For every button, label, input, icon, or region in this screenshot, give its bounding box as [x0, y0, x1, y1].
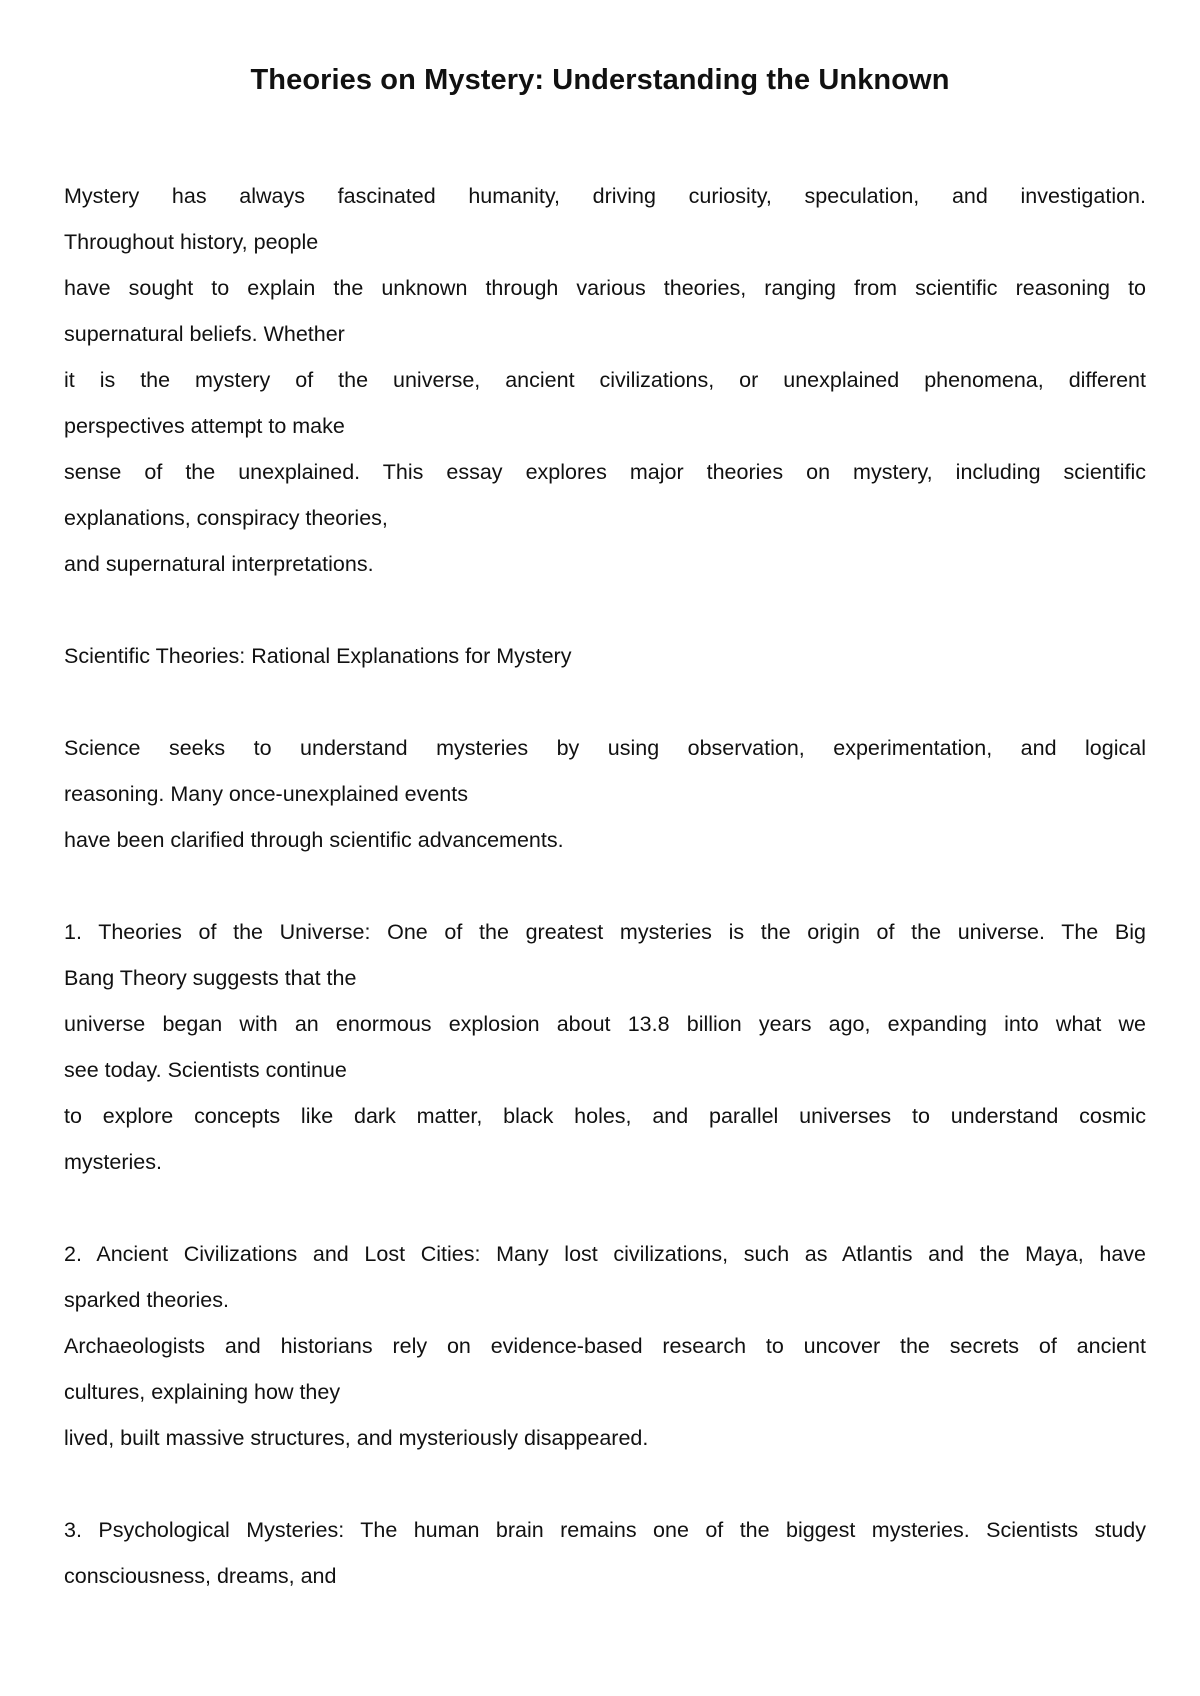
text-line: see today. Scientists continue — [64, 1058, 347, 1082]
text-line: 3. Psychological Mysteries: The human brain remains one of the biggest mysteries. Scientists study — [64, 1518, 1146, 1542]
text-line: it is the mystery of the universe, ancient civilizations, or unexplained phenomena, different — [64, 368, 1146, 392]
section-heading — [64, 633, 1146, 679]
text-line: consciousness, dreams, and — [64, 1564, 337, 1588]
text-line: lived, built massive structures, and mysteriously disappeared. — [64, 1426, 649, 1450]
text-line: Bang Theory suggests that the — [64, 966, 357, 990]
section-heading-text: Scientific Theories: Rational Explanations for Mystery — [64, 644, 572, 668]
paragraph-intro — [64, 173, 1146, 587]
text-line: have been clarified through scientific advancements. — [64, 828, 564, 852]
text-line: and supernatural interpretations. — [64, 552, 374, 576]
text-line: sense of the unexplained. This essay explores major theories on mystery, including scientific — [64, 460, 1146, 484]
text-line: 2. Ancient Civilizations and Lost Cities: Many lost civilizations, such as Atlantis and the Maya, have — [64, 1242, 1146, 1266]
text-line: reasoning. Many once-unexplained events — [64, 782, 468, 806]
text-line: cultures, explaining how they — [64, 1380, 341, 1404]
text-line: have sought to explain the unknown through various theories, ranging from scientific reasoning to — [64, 276, 1146, 300]
text-line: 1. Theories of the Universe: One of the greatest mysteries is the origin of the universe. The Big — [64, 920, 1146, 944]
list-item-universe — [64, 909, 1146, 1185]
text-line: Throughout history, people — [64, 230, 319, 254]
text-line: supernatural beliefs. Whether — [64, 322, 345, 346]
text-line: to explore concepts like dark matter, black holes, and parallel universes to understand cosmic — [64, 1104, 1146, 1128]
text-line: perspectives attempt to make — [64, 414, 345, 438]
list-item-civilizations — [64, 1231, 1146, 1461]
text-line: Archaeologists and historians rely on evidence-based research to uncover the secrets of ancient — [64, 1334, 1146, 1358]
text-line: Mystery has always fascinated humanity, driving curiosity, speculation, and investigation. — [64, 184, 1146, 208]
paragraph-science — [64, 725, 1146, 863]
document-title: Theories on Mystery: Understanding the Unknown — [250, 64, 950, 96]
list-item-psychological — [64, 1507, 1146, 1599]
text-line: explanations, conspiracy theories, — [64, 506, 388, 530]
text-line: sparked theories. — [64, 1288, 229, 1312]
text-line: universe began with an enormous explosion about 13.8 billion years ago, expanding into what we — [64, 1012, 1146, 1036]
text-line: Science seeks to understand mysteries by using observation, experimentation, and logical — [64, 736, 1146, 760]
text-line: mysteries. — [64, 1150, 162, 1174]
